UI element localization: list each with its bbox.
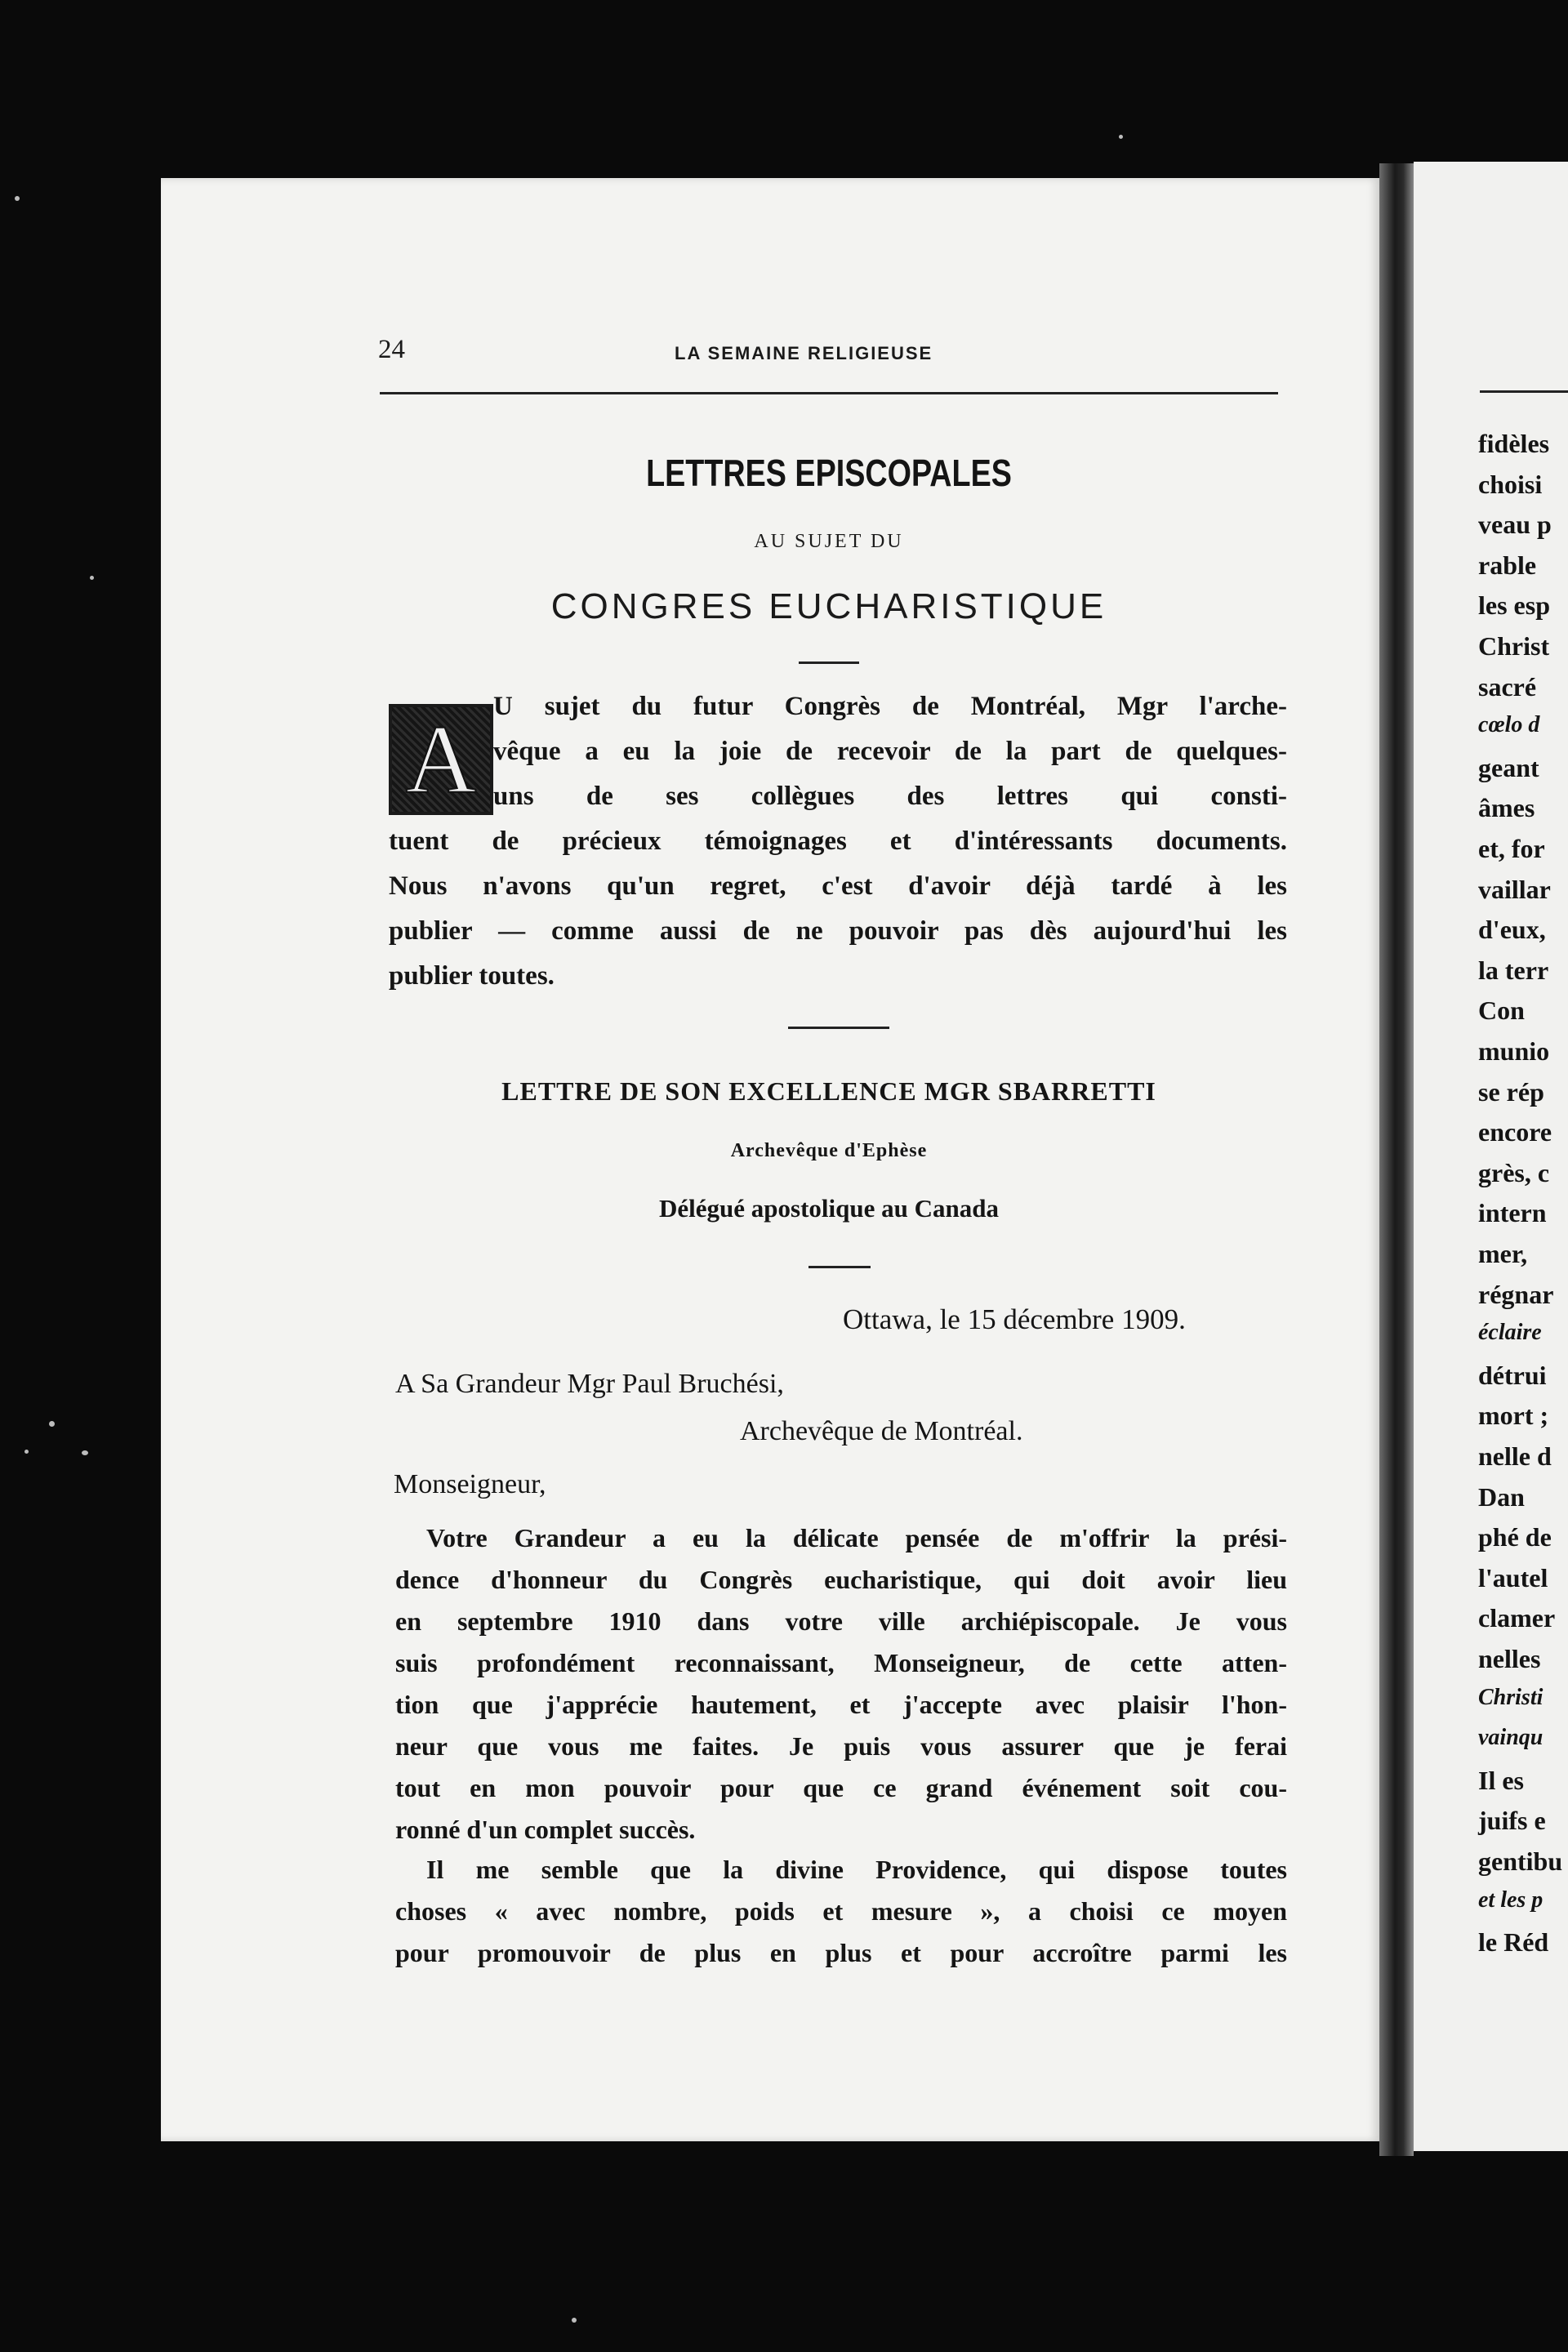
article-subtitle-large: CONGRES EUCHARISTIQUE [550,586,1107,626]
drop-cap-initial [389,704,493,815]
facing-page-line: cœlo d [1478,712,1540,738]
letter-line: Il me semble que la divine Providence, qui dispose toutes [426,1855,1287,1884]
letter-line: pour promouvoir de plus en plus et pour accroître parmi les [395,1938,1287,1967]
intro-line: Nous n'avons qu'un regret, c'est d'avoir déjà tardé à les [389,871,1287,901]
header-rule [380,392,1278,394]
letter-author-title: Archevêque d'Ephèse [730,1140,928,1161]
letter-line: tion que j'apprécie hautement, et j'accepte avec plaisir l'hon- [395,1690,1287,1719]
facing-page-line: intern [1478,1198,1547,1228]
book-gutter [1379,163,1414,2156]
letter-line: neur que vous me faites. Je puis vous assurer que je ferai [395,1731,1287,1761]
facing-page-line: Christi [1478,1684,1544,1710]
facing-page-line: détrui [1478,1360,1547,1390]
intro-paragraph-indented [493,684,1287,819]
facing-page-line: âmes [1478,793,1535,823]
facing-page-line: et, for [1478,834,1545,863]
facing-page-line: régnar [1478,1279,1554,1309]
facing-page-line: Il es [1478,1765,1524,1795]
section-rule [799,662,859,664]
facing-page-line: encore [1478,1117,1552,1147]
letter-line: en septembre 1910 dans votre ville archiépiscopale. Je vous [395,1606,1287,1636]
facing-page-line: sacré [1478,671,1537,702]
facing-page-line: le Réd [1478,1927,1549,1958]
scan-speck [82,1450,88,1455]
facing-page-line: la terr [1478,955,1549,985]
facing-page-line: Christ [1478,631,1550,661]
letter-salutation: Monseigneur, [394,1469,546,1499]
section-rule [788,1027,889,1029]
facing-page-line: clamer [1478,1603,1556,1633]
article-subtitle-small: AU SUJET DU [754,531,904,552]
facing-page-line: veau p [1478,510,1552,540]
intro-paragraph [389,819,1287,999]
scan-speck [15,196,20,201]
facing-page-line: et les p [1478,1886,1544,1913]
facing-page-line: munio [1478,1036,1550,1066]
facing-page-line: geant [1478,752,1539,782]
page-number: 24 [378,335,405,364]
facing-page-line: nelles [1478,1644,1541,1673]
letter-line: Votre Grandeur a eu la délicate pensée de m'offrir la prési- [426,1523,1287,1552]
intro-line: publier — comme aussi de ne pouvoir pas dès aujourd'hui les [389,916,1287,946]
letter-line: dence d'honneur du Congrès eucharistique, qui doit avoir lieu [395,1565,1287,1594]
facing-page-line: se rép [1478,1076,1544,1107]
letter-dateline: Ottawa, le 15 décembre 1909. [843,1303,1186,1335]
scan-speck [1119,135,1123,139]
letter-addressee-title: Archevêque de Montréal. [740,1416,1023,1446]
drop-cap-letter: A [405,705,477,813]
facing-page-line: Dan [1478,1481,1525,1512]
facing-page-line: gentibu [1478,1846,1563,1876]
letter-line: choses « avec nombre, poids et mesure », a choisi ce moyen [395,1896,1287,1926]
facing-page-line: éclaire [1478,1320,1542,1346]
intro-line: U sujet du futur Congrès de Montréal, Mgr l'arche- [493,692,1287,721]
letter-paragraph-2 [395,1849,1287,1974]
article-title: LETTRES EPISCOPALES [646,452,1012,494]
scan-speck [90,576,94,580]
facing-page-line: nelle d [1478,1441,1552,1471]
facing-page-line: les esp [1478,590,1550,621]
scan-speck [572,2318,577,2323]
facing-page-line: fidèles [1478,429,1550,458]
letter-line: tout en mon pouvoir pour que ce grand événement soit cou- [395,1773,1287,1802]
letter-line: suis profondément reconnaissant, Monseigneur, de cette atten- [395,1648,1287,1677]
facing-page-line: choisi [1478,469,1543,499]
intro-line: tuent de précieux témoignages et d'intéressants documents. [389,826,1287,856]
scan-speck [24,1450,29,1454]
facing-page-line: mer, [1478,1239,1528,1268]
intro-line: vêque a eu la joie de recevoir de la part de quelques- [493,737,1287,766]
facing-page-line: d'eux, [1478,915,1546,945]
intro-line: uns de ses collègues des lettres qui consti- [493,782,1287,811]
facing-page-line: phé de [1478,1522,1552,1552]
intro-line: publier toutes. [389,961,555,991]
letter-paragraph-1 [395,1517,1287,1851]
facing-page-line: juifs e [1478,1806,1546,1836]
facing-page-line: rable [1478,550,1537,580]
running-head: LA SEMAINE RELIGIEUSE [675,343,933,363]
facing-page-line: mort ; [1478,1401,1549,1431]
facing-page-line: l'autel [1478,1562,1548,1592]
letter-title: LETTRE DE SON EXCELLENCE MGR SBARRETTI [501,1076,1156,1106]
scan-speck [49,1421,55,1427]
letter-line: ronné d'un complet succès. [395,1815,696,1844]
facing-page-header-rule [1480,390,1568,393]
facing-page-line: grès, c [1478,1157,1550,1187]
letter-author-role: Délégué apostolique au Canada [659,1194,999,1223]
facing-page-line: vaillar [1478,874,1551,904]
facing-page-line: vainqu [1478,1725,1544,1751]
facing-page-line: Con [1478,996,1525,1026]
section-rule [808,1266,871,1268]
letter-addressee: A Sa Grandeur Mgr Paul Bruchési, [395,1369,784,1399]
